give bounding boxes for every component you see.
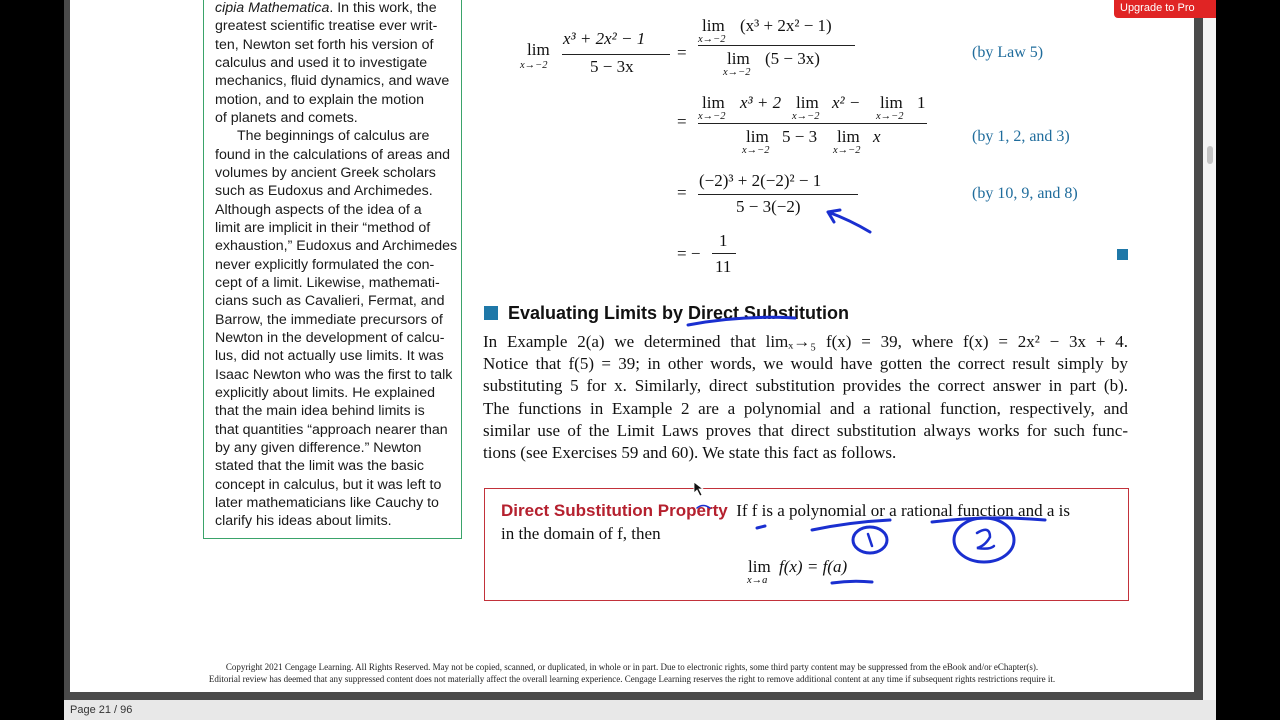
law-note: (by 10, 9, and 8) — [972, 185, 1078, 202]
sidebar-line: Isaac Newton who was the first to talk — [215, 366, 453, 383]
lim-sub: x→−2 — [742, 145, 770, 156]
lim-sub: x→−2 — [723, 67, 751, 78]
term: 5 − 3 — [782, 127, 818, 146]
lim-sub: x→−2 — [876, 111, 904, 122]
mouse-cursor-icon — [693, 481, 705, 497]
lim-sub: x→−2 — [698, 111, 726, 122]
lim-sub: x→−2 — [520, 60, 548, 71]
lim: lim — [837, 127, 860, 146]
property-title: Direct Substitution Property — [501, 501, 728, 520]
denominator: 11 — [715, 257, 732, 276]
sidebar-line: cians such as Cavalieri, Fermat, and — [215, 293, 445, 310]
property-line-2: in the domain of f, then — [501, 524, 661, 543]
paragraph-line: In Example 2(a) we determined that limₓ→₅ f(x) = 39, where f(x) = 2x² − 3x + 4. — [483, 332, 1128, 351]
equals-minus: = − — [677, 244, 701, 263]
sidebar-line: volumes by ancient Greek scholars — [215, 164, 436, 181]
sidebar-line: later mathematicians like Cauchy to — [215, 494, 439, 511]
numerator: (x³ + 2x² − 1) — [740, 16, 832, 35]
sidebar-line: mechanics, fluid dynamics, and wave — [215, 73, 450, 90]
lim: lim — [727, 49, 750, 68]
paragraph-line: Notice that f(5) = 39; in other words, we would have gotten the correct result simply by — [483, 354, 1128, 374]
copyright-line: Copyright 2021 Cengage Learning. All Rights Reserved. May not be copied, scanned, or duplicated, in whole or in part. Due to electronic rights, some third party content may be suppressed from the eBook and/or eChapter(s). — [225, 662, 1039, 672]
denominator: (5 − 3x) — [765, 49, 820, 68]
paragraph-line: tions (see Exercises 59 and 60). We state this fact as follows. — [483, 443, 897, 462]
sidebar-line: that the main idea behind limits is — [215, 403, 425, 420]
copyright-line: Editorial review has deemed that any suppressed content does not materially affect the overall learning experience. Cengage Learning reserves the right to remove additional content at any time if subsequent rights restrictions require it. — [208, 674, 1056, 684]
sidebar-line: ten, Newton set forth his version of — [215, 36, 434, 53]
denominator: 5 − 3x — [590, 57, 634, 76]
sidebar-line: calculus and used it to investigate — [215, 54, 428, 71]
circle-2-icon — [954, 518, 1014, 562]
law-note: (by 1, 2, and 3) — [972, 128, 1070, 145]
equals: = — [677, 43, 687, 62]
equals: = — [677, 112, 687, 131]
sidebar-line: clarify his ideas about limits. — [215, 513, 392, 530]
sidebar-line: that quantities “approach nearer than — [215, 421, 448, 438]
sidebar-line: by any given difference.” Newton — [215, 439, 422, 456]
lim: lim — [702, 93, 725, 112]
lim-sub: x→a — [747, 575, 768, 586]
numerator: x³ + 2x² − 1 — [563, 29, 646, 48]
term: x² − — [832, 93, 861, 112]
numerator: (−2)³ + 2(−2)² − 1 — [699, 171, 822, 190]
equals: = — [677, 183, 687, 202]
property-text: If f is a polynomial or a rational function and a is — [736, 501, 1070, 520]
sidebar-line: limit are implicit in their “method of — [215, 219, 431, 236]
paragraph-line: The functions in Example 2 are a polynomial and a rational function, respectively, and — [483, 398, 1128, 418]
lim-sub: x→−2 — [833, 145, 861, 156]
sidebar-line: exhaustion,” Eudoxus and Archimedes — [215, 238, 458, 255]
lim: lim — [796, 93, 819, 112]
paragraph-line: similar use of the Limit Laws proves that direct substitution always works for such func- — [483, 420, 1128, 440]
arrow-icon — [828, 210, 870, 232]
law-note: (by Law 5) — [972, 44, 1044, 61]
sidebar-line: such as Eudoxus and Archimedes. — [215, 183, 433, 200]
lim: lim — [748, 557, 771, 576]
lim-sub: x→−2 — [792, 111, 820, 122]
sidebar-line: lus, did not actually use limits. It was — [215, 348, 444, 365]
sidebar-text: . In this work, the — [329, 0, 437, 16]
sidebar-line: Newton in the development of calcu- — [215, 329, 445, 346]
sidebar-line: Although aspects of the idea of a — [215, 201, 422, 218]
book-title: cipia Mathematica — [215, 0, 330, 16]
status-bar — [64, 700, 1216, 720]
lim: lim — [746, 127, 769, 146]
underline — [832, 581, 872, 583]
sidebar-line: explicitly about limits. He explained — [215, 384, 436, 401]
upgrade-button[interactable]: Upgrade to Pro — [1114, 0, 1216, 18]
sidebar-line: concept in calculus, but it was left to — [215, 476, 442, 493]
sidebar-line: found in the calculations of areas and — [215, 146, 451, 163]
sidebar-line: never explicitly formulated the con- — [215, 256, 435, 273]
sidebar-line: motion, and to explain the motion — [215, 91, 425, 108]
sidebar-line: cept of a limit. Likewise, mathemati- — [215, 274, 440, 291]
underline — [688, 317, 795, 325]
section-heading-text: Evaluating Limits by Direct Substitution — [508, 303, 850, 323]
property-formula: f(x) = f(a) — [779, 557, 848, 576]
lim: lim — [702, 16, 725, 35]
lim: lim — [527, 40, 550, 59]
lim-sub: x→−2 — [698, 34, 726, 45]
sidebar-line: stated that the limit was the basic — [215, 458, 424, 475]
lim: lim — [880, 93, 903, 112]
sidebar-line: Barrow, the immediate precursors of — [215, 311, 443, 328]
term: x³ + 2 — [740, 93, 782, 112]
sidebar-line: greatest scientific treatise ever writ- — [215, 18, 438, 35]
sidebar-line: The beginnings of calculus are — [237, 128, 430, 145]
term: 1 — [917, 93, 926, 112]
denominator: 5 − 3(−2) — [736, 197, 801, 216]
term: x — [873, 127, 881, 146]
paragraph-line: substituting 5 for x. Similarly, direct substitution provides the correct answer in part (b). — [483, 376, 1128, 396]
sidebar-line: of planets and comets. — [215, 109, 358, 126]
page-indicator: Page 21 / 96 — [70, 704, 133, 716]
numerator: 1 — [719, 231, 728, 250]
